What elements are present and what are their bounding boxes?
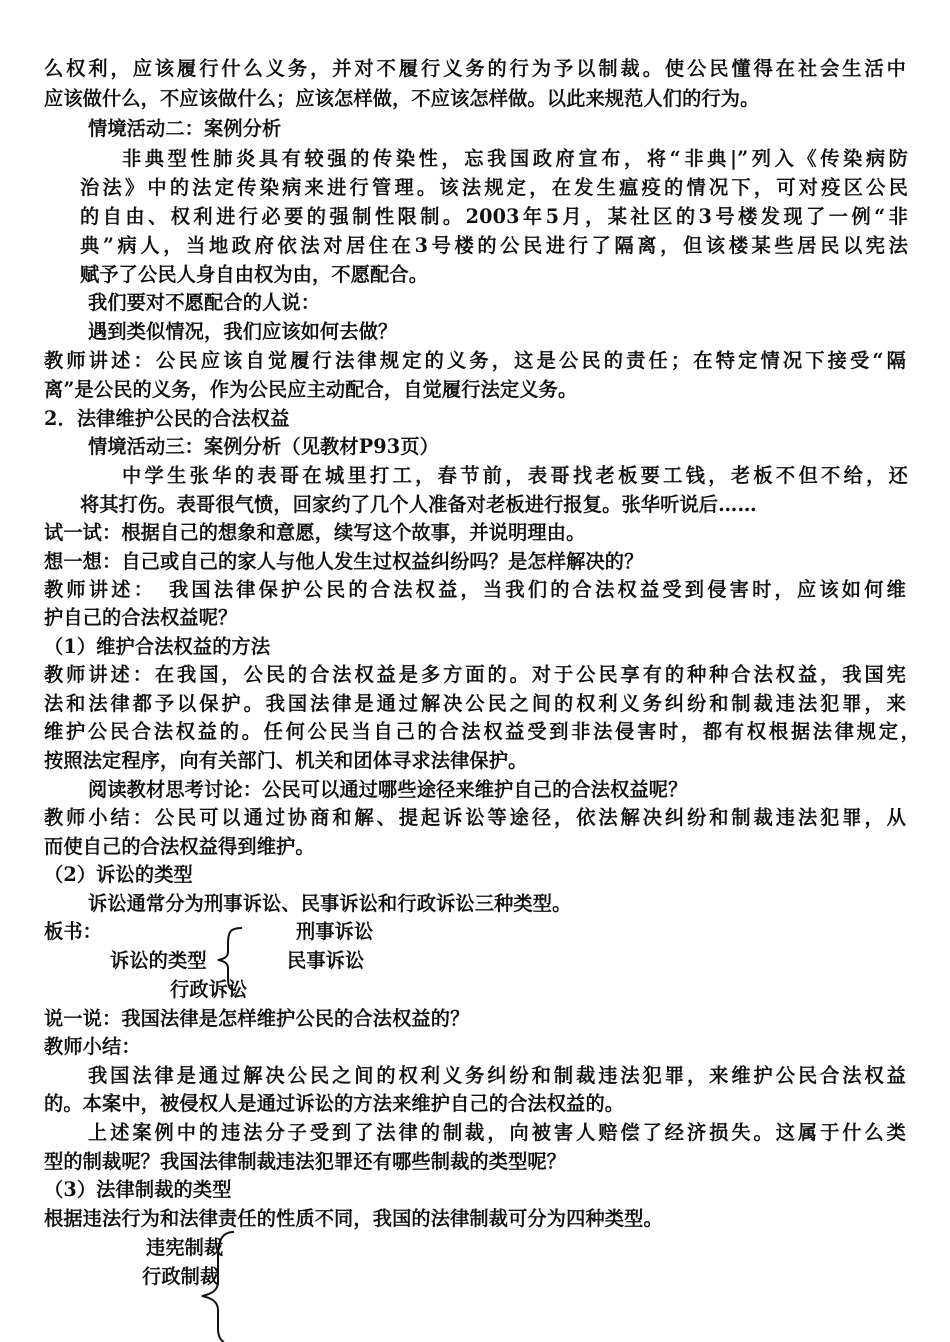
case-text-line: 非典型性肺炎具有较强的传染性，忘我国政府宣布，将“非典|”列入《传染病防 (122, 147, 908, 170)
paragraph-line: 的。本案中，被侵权人是通过诉讼的方法来维护自己的合法权益的。 (44, 1092, 625, 1115)
paragraph-line: 想一想：自己或自己的家人与他人发生过权益纠纷吗？是怎样解决的？ (44, 550, 644, 573)
paragraph-line: 护自己的合法权益呢？ (44, 606, 238, 629)
board-root: 诉讼的类型 (110, 949, 207, 972)
case-text-line: 将其打伤。表哥很气愤，回家约了几个人准备对老板进行报复。张华听说后…… (80, 493, 757, 516)
section-heading: 情境活动二：案例分析 (88, 117, 282, 140)
paragraph-line: 上述案例中的违法分子受到了法律的制裁，向被害人赔偿了经济损失。这属于什么类 (88, 1121, 906, 1144)
brace-icon (212, 924, 246, 994)
paragraph-line: 说一说：我国法律是怎样维护公民的合法权益的？ (44, 1007, 470, 1030)
section-heading: （2）诉讼的类型 (44, 863, 193, 886)
paragraph-line: 教师小结：公民可以通过协商和解、提起诉讼等途径，依法解决纠纷和制裁违法犯罪，从 (44, 806, 906, 829)
paragraph-line: 教师讲述： 我国法律保护公民的合法权益，当我们的合法权益受到侵害时，应该如何维 (44, 578, 906, 601)
paragraph-line: 我国法律是通过解决公民之间的权利义务纠纷和制裁违法犯罪，来维护公民合法权益 (88, 1064, 906, 1087)
paragraph-line: 根据违法行为和法律责任的性质不同，我国的法律制裁可分为四种类型。 (44, 1207, 663, 1230)
paragraph-line: 而使自己的合法权益得到维护。 (44, 835, 315, 858)
board-item: 违宪制裁 (146, 1236, 224, 1259)
case-text-line: 中学生张华的表哥在城里打工，春节前，表哥找老板要工钱，老板不但不给，还 (122, 464, 908, 487)
case-text-line: 典”病人，当地政府依法对居住在3号楼的公民进行了隔离，但该楼某些居民以宪法 (80, 234, 908, 257)
board-item: 行政诉讼 (170, 978, 248, 1001)
paragraph-line: 诉讼通常分为刑事诉讼、民事诉讼和行政诉讼三种类型。 (88, 892, 572, 915)
paragraph-line: 么权利，应该履行什么义务，并对不履行义务的行为予以制裁。使公民懂得在社会生活中 (44, 57, 906, 80)
paragraph-line: 教师小结： (44, 1035, 141, 1058)
case-text-line: 赋予了公民人身自由权为由，不愿配合。 (80, 263, 429, 286)
section-heading: 情境活动三：案例分析（见教材P93页） (88, 435, 439, 458)
paragraph-line: 型的制裁呢？我国法律制裁违法犯罪还有哪些制裁的类型呢？ (44, 1150, 567, 1173)
paragraph-line: 教师讲述：在我国，公民的合法权益是多方面的。对于公民享有的种种合法权益，我国宪 (44, 663, 906, 686)
section-heading: （1）维护合法权益的方法 (44, 635, 271, 658)
prompt-line: 我们要对不愿配合的人说： (88, 291, 321, 314)
paragraph-line: 应该做什么，不应该做什么；应该怎样做，不应该怎样做。以此来规范人们的行为。 (44, 87, 760, 110)
paragraph-line: 维护公民合法权益的。任何公民当自己的合法权益受到非法侵害时，都有权根据法律规定， (44, 720, 920, 743)
board-item: 行政制裁 (142, 1265, 220, 1288)
board-item: 刑事诉讼 (296, 920, 374, 943)
paragraph-line: 法和法律都予以保护。我国法律是通过解决公民之间的权利义务纠纷和制裁违法犯罪，来 (44, 692, 906, 715)
brace-icon (198, 1228, 238, 1342)
case-text-line: 治法》中的法定传染病来进行管理。该法规定，在发生瘟疫的情况下，可对疫区公民 (80, 176, 908, 199)
case-text-line: 的自由、权利进行必要的强制性限制。2003年5月，某社区的3号楼发现了一例“非 (80, 205, 908, 228)
section-heading: 2．法律维护公民的合法权益 (44, 407, 290, 430)
section-heading: （3）法律制裁的类型 (44, 1178, 232, 1201)
prompt-line: 遇到类似情况，我们应该如何去做？ (88, 320, 398, 343)
paragraph-line: 教师讲述：公民应该自觉履行法律规定的义务，这是公民的责任；在特定情况下接受“隔 (44, 349, 906, 372)
paragraph-line: 阅读教材思考讨论：公民可以通过哪些途径来维护自己的合法权益呢？ (88, 778, 688, 801)
board-item: 民事诉讼 (287, 949, 365, 972)
paragraph-line: 按照法定程序，向有关部门、机关和团体寻求法律保护。 (44, 749, 528, 772)
paragraph-line: 离”是公民的义务，作为公民应主动配合，自觉履行法定义务。 (44, 378, 578, 401)
board-label: 板书： (44, 920, 103, 943)
paragraph-line: 试一试：根据自己的想象和意愿，续写这个故事，并说明理由。 (44, 521, 586, 544)
